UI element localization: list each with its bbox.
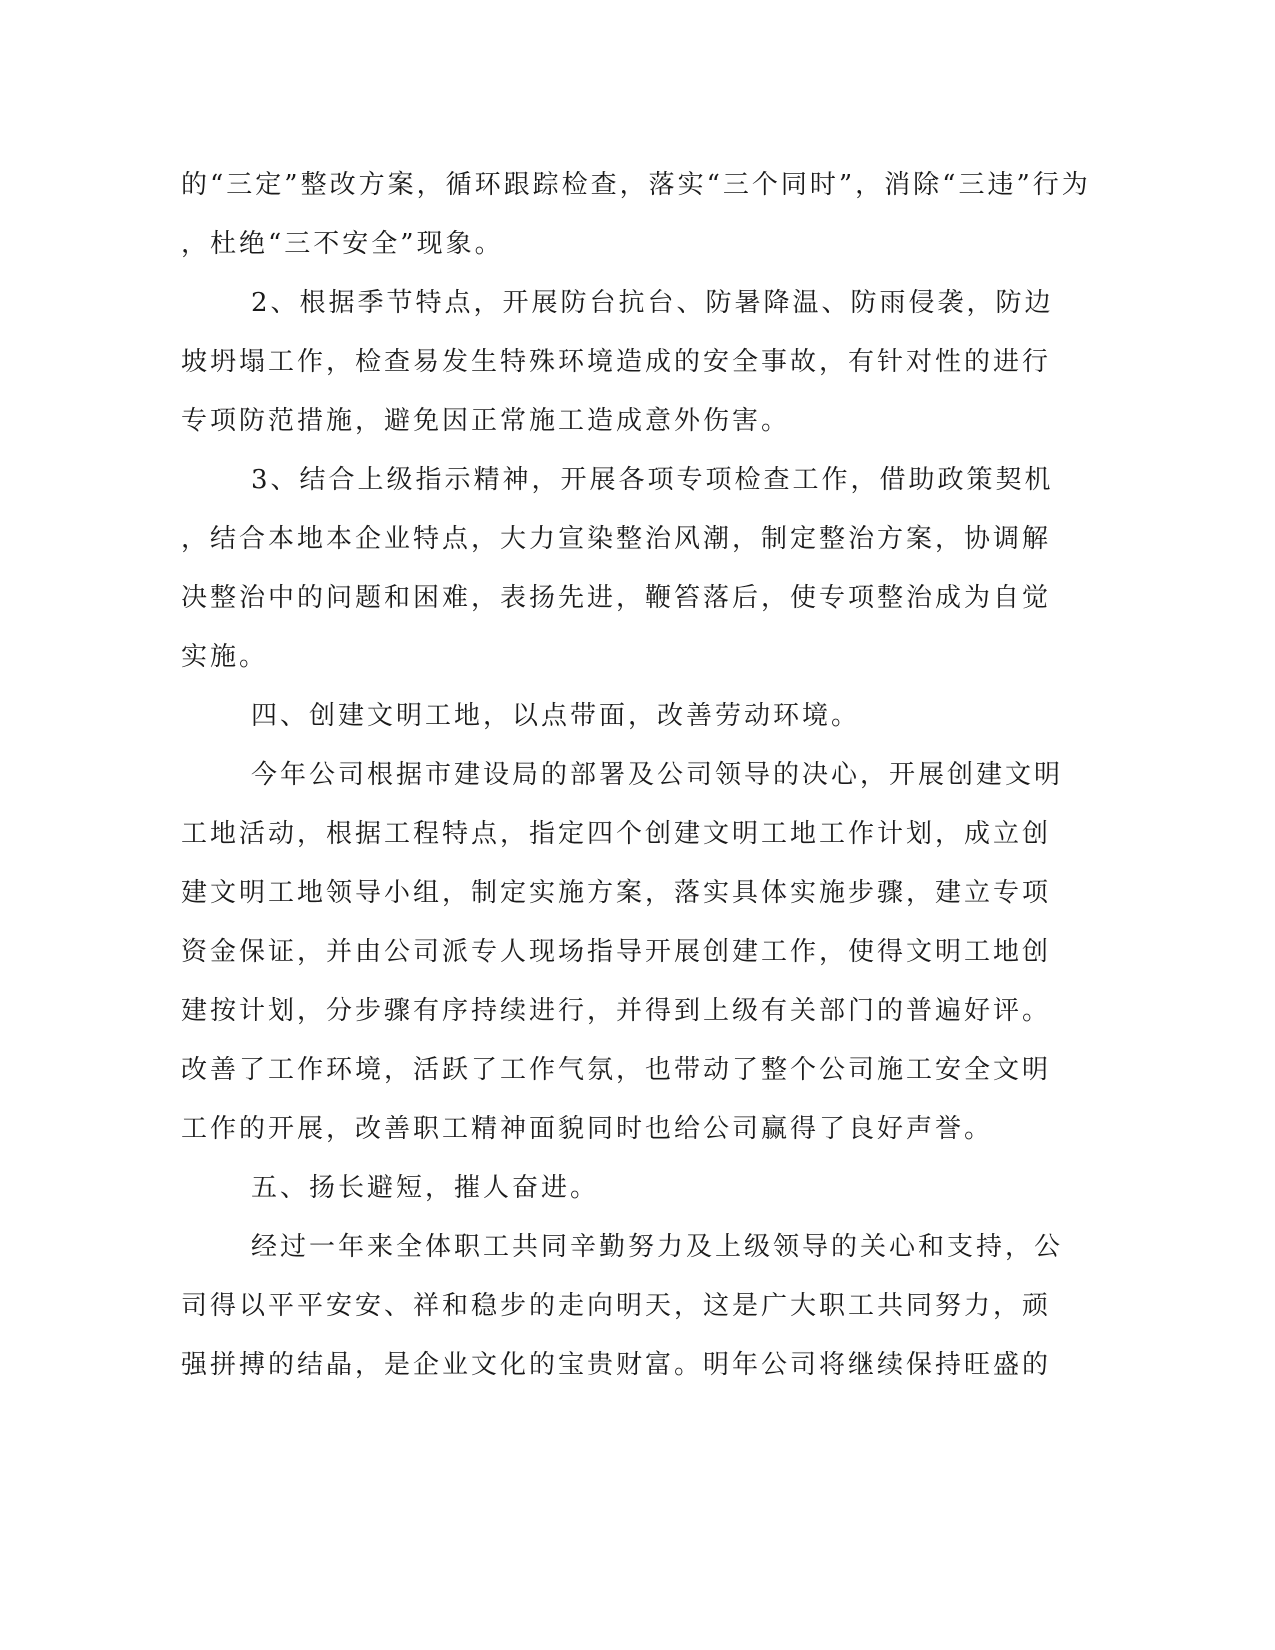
text-line: 资金保证，并由公司派专人现场指导开展创建工作，使得文明工地创	[181, 937, 1052, 967]
text-line: ，结合本地本企业特点，大力宣染整治风潮，制定整治方案，协调解	[181, 524, 1052, 554]
text-line: 建文明工地领导小组，制定实施方案，落实具体实施步骤，建立专项	[181, 878, 1052, 908]
text-line: 实施。	[181, 642, 269, 672]
paragraph-first-line: 2、根据季节特点，开展防台抗台、防暑降温、防雨侵袭，防边	[251, 288, 1054, 318]
text-line: 专项防范措施，避免因正常施工造成意外伤害。	[181, 406, 791, 436]
text-line: 的“三定”整改方案，循环跟踪检查，落实“三个同时”，消除“三违”行为	[181, 170, 1091, 200]
section-heading: 四、创建文明工地，以点带面，改善劳动环境。	[251, 701, 861, 731]
section-heading: 五、扬长避短，摧人奋进。	[251, 1173, 600, 1203]
text-line: 改善了工作环境，活跃了工作气氛，也带动了整个公司施工安全文明	[181, 1055, 1052, 1085]
text-line: 建按计划，分步骤有序持续进行，并得到上级有关部门的普遍好评。	[181, 996, 1052, 1026]
text-line: 决整治中的问题和困难，表扬先进，鞭笞落后，使专项整治成为自觉	[181, 583, 1052, 613]
text-line: 强拼搏的结晶，是企业文化的宝贵财富。明年公司将继续保持旺盛的	[181, 1350, 1052, 1380]
text-line: 司得以平平安安、祥和稳步的走向明天，这是广大职工共同努力，顽	[181, 1291, 1052, 1321]
body-text	[181, 156, 1091, 1395]
paragraph-first-line: 3、结合上级指示精神，开展各项专项检查工作，借助政策契机	[251, 465, 1054, 495]
text-line: 工地活动，根据工程特点，指定四个创建文明工地工作计划，成立创	[181, 819, 1052, 849]
text-line: ，杜绝“三不安全”现象。	[181, 229, 504, 259]
text-line: 工作的开展，改善职工精神面貌同时也给公司赢得了良好声誉。	[181, 1114, 994, 1144]
text-line: 坡坍塌工作，检查易发生特殊环境造成的安全事故，有针对性的进行	[181, 347, 1052, 377]
paragraph-first-line: 经过一年来全体职工共同辛勤努力及上级领导的关心和支持，公	[251, 1232, 1064, 1262]
paragraph-first-line: 今年公司根据市建设局的部署及公司领导的决心，开展创建文明	[251, 760, 1064, 790]
